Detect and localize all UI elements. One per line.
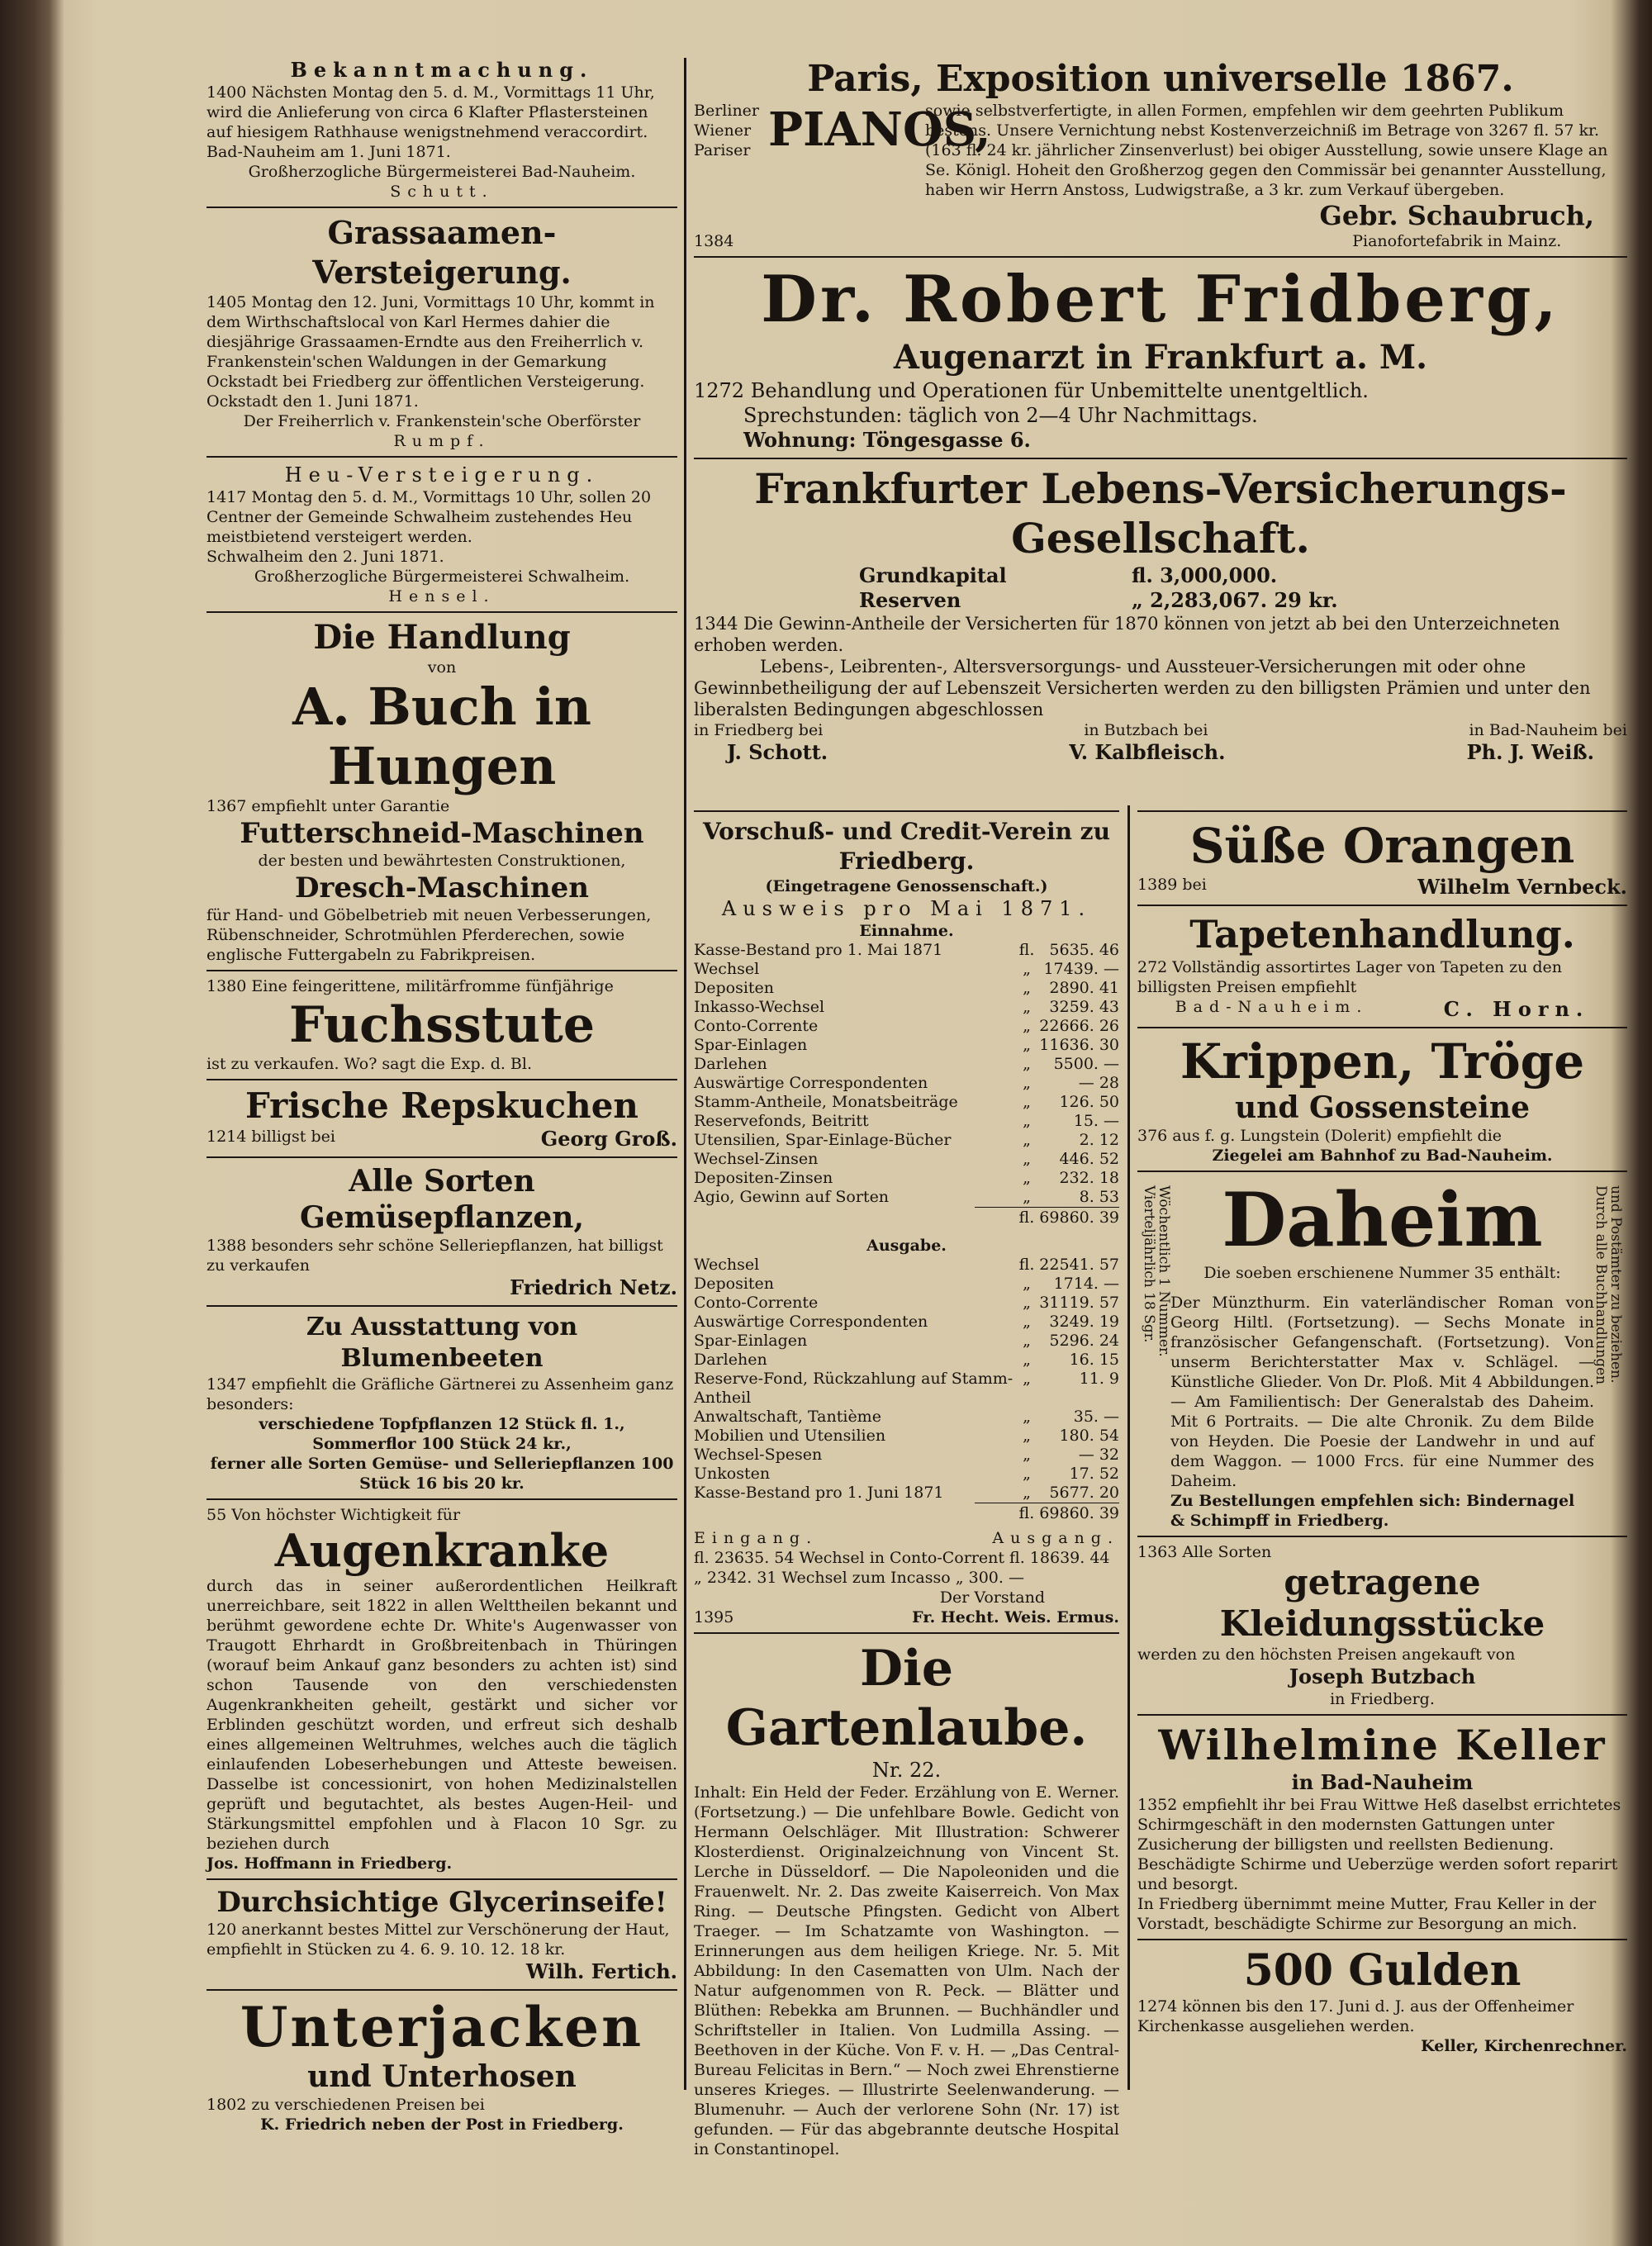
ad-headline: Krippen, Tröge bbox=[1180, 1033, 1585, 1090]
ad-body: durch das in seiner außerordentlichen Heilkraft unerreichbare, seit 1822 in allen Welttheilen bekannt und berühmt gewordene echte Dr. White's Augenwasser von Traugott Ehrhardt in Großbreitenbach in Thüringen (worauf beim Ankauf ganz besonders zu achten ist) sind schon Tausende von den verschiedensten Augenkrankheiten geheilt, gestärkt und sicher vor Erblinden geschützt worden, und erfreut sich deshalb eines allgemeinen Weltruhmes, welches auch die täglich einlaufenden Lobeserhebungen und Atteste beweisen. Dasselbe ist concessionirt, von hohen Medizinalstellen geprüft und begutachtet, als bestes Augen-Heil- und Stärkungsmittel empfohlen und à Flacon 10 Sgr. zu beziehen durch bbox=[206, 1577, 677, 1853]
row-label: Wechsel bbox=[694, 960, 760, 978]
report-heading: Ausweis pro Mai 1871. bbox=[721, 897, 1092, 920]
divider bbox=[1137, 1714, 1627, 1716]
ad-signature-name: C. Horn. bbox=[1443, 997, 1590, 1021]
row-label: Spar-Einlagen bbox=[694, 1036, 808, 1054]
einnahme-heading: Einnahme. bbox=[859, 922, 954, 940]
row-label: Utensilien, Spar-Einlage-Bücher bbox=[694, 1131, 952, 1149]
ad-headline: Tapetenhandlung. bbox=[1189, 912, 1575, 957]
table-row bbox=[694, 979, 1119, 998]
einnahme-total: fl. 69860. 39 bbox=[975, 1207, 1119, 1227]
ad-text: Sommerflor 100 Stück 24 kr., bbox=[312, 1435, 572, 1453]
ad-signature-name: Joseph Butzbach bbox=[1289, 1664, 1476, 1688]
ad-title: Bekanntmachung. bbox=[290, 58, 594, 82]
left-column bbox=[206, 58, 677, 2134]
ad-signature-name: Schutt. bbox=[390, 183, 494, 201]
ad-text: 272 Vollständig assortirtes Lager von Tapeten zu den billigsten Preisen empfiehlt bbox=[1137, 958, 1563, 996]
row-currency: „ bbox=[1023, 1465, 1031, 1483]
row-label: Auswärtige Correspondenten bbox=[694, 1313, 928, 1331]
table-row bbox=[694, 1150, 1119, 1169]
row-currency: „ bbox=[1023, 1294, 1031, 1312]
table-row bbox=[694, 960, 1119, 979]
divider bbox=[206, 1498, 677, 1500]
ad-number: 1395 bbox=[694, 1608, 734, 1626]
ad-text: Sprechstunden: täglich von 2—4 Uhr Nachmittags. bbox=[743, 404, 1258, 427]
blumenbeete-ad bbox=[206, 1312, 677, 1493]
ad-signature: Großherzogliche Bürgermeisterei Bad-Nauheim. bbox=[248, 163, 636, 181]
ad-text: 1802 zu verschiedenen Preisen bei bbox=[206, 2096, 485, 2114]
ad-title: Paris, Exposition universelle 1867. bbox=[807, 58, 1514, 100]
row-value: 232. 18 bbox=[1059, 1169, 1119, 1187]
gartenlaube-ad bbox=[694, 1639, 1119, 2159]
vorschuss-verein-report bbox=[694, 817, 1119, 1627]
ad-headline: Augenkranke bbox=[274, 1524, 610, 1577]
row-value: 5296. 24 bbox=[1049, 1332, 1119, 1350]
subscription-note: Wöchentlich 1 Nummer. bbox=[1156, 1185, 1172, 1357]
table-row bbox=[694, 1017, 1119, 1036]
row-label: Darlehen bbox=[694, 1351, 767, 1369]
table-row bbox=[694, 1313, 1119, 1332]
row-value: 5635. 46 bbox=[1049, 941, 1119, 959]
distribution-note: Durch alle Buchhandlungen bbox=[1593, 1185, 1609, 1385]
row-value: 22541. 57 bbox=[1039, 1256, 1119, 1274]
ad-text: für Hand- und Göbelbetrieb mit neuen Verbesserungen, Rübenschneider, Schrotmühlen Pferderechen, sowie englische Futtergabeln zu Fabrikpreisen. bbox=[206, 906, 652, 964]
ad-body: 1400 Nächsten Montag den 5. d. M., Vormittags 11 Uhr, wird die Anlieferung von circa 6 Klafter Pflastersteinen auf hiesigem Rathhause wenigstnehmend veraccordirt. bbox=[206, 83, 655, 141]
row-value: — 28 bbox=[1078, 1074, 1119, 1092]
reserve-label: Reserven bbox=[859, 588, 961, 612]
pianos-headline: PIANOS, bbox=[768, 102, 991, 157]
ad-headline: 500 Gulden bbox=[1243, 1945, 1521, 1996]
orangen-ad bbox=[1137, 817, 1627, 900]
lebensversicherung-ad bbox=[694, 464, 1627, 765]
vorstand-names: Fr. Hecht. Weis. Ermus. bbox=[912, 1608, 1119, 1626]
row-value: 446. 52 bbox=[1059, 1150, 1119, 1168]
row-label: Reservefonds, Beitritt bbox=[694, 1112, 869, 1130]
ad-body: In Friedberg übernimmt meine Mutter, Frau Keller in der Vorstadt, beschädigte Schirme zur Besorgung an mich. bbox=[1137, 1895, 1597, 1933]
row-value: 3259. 43 bbox=[1049, 998, 1119, 1016]
row-value: 11636. 30 bbox=[1039, 1036, 1119, 1054]
row-value: 16. 15 bbox=[1069, 1351, 1119, 1369]
ad-text: Zu Bestellungen empfehlen sich: Bindernagel & Schimpff in Friedberg. bbox=[1170, 1492, 1575, 1530]
ausgabe-total: fl. 69860. 39 bbox=[975, 1503, 1119, 1523]
row-value: 35. — bbox=[1073, 1408, 1119, 1426]
ad-title: Grassaamen-Versteigerung. bbox=[312, 214, 572, 291]
ad-signature-name: Wilh. Fertich. bbox=[525, 1959, 677, 1983]
ad-signature-name: Friedrich Netz. bbox=[510, 1275, 677, 1299]
gulden-ad bbox=[1137, 1945, 1627, 2056]
ad-body: Lebens-, Leibrenten-, Altersversorgungs- und Aussteuer-Versicherungen mit oder ohne Gewinnbetheiligung der auf Lebenszeit Versicherten werden zu den billigsten Prämien und unter den liberalsten Bedingungen abgeschlossen bbox=[694, 657, 1591, 719]
table-row bbox=[694, 1408, 1119, 1427]
table-row bbox=[694, 998, 1119, 1017]
row-currency: „ bbox=[1023, 1332, 1031, 1350]
divider bbox=[694, 458, 1627, 459]
ad-date: Schwalheim den 2. Juni 1871. bbox=[206, 548, 444, 566]
ad-place: in Friedberg. bbox=[1330, 1690, 1435, 1708]
ad-headline: Süße Orangen bbox=[1189, 818, 1575, 874]
ausgabe-table bbox=[694, 1256, 1119, 1503]
table-row bbox=[694, 1188, 1119, 1207]
ad-text: der besten und bewährtesten Construktionen, bbox=[258, 852, 626, 870]
row-value: 11. 9 bbox=[1079, 1370, 1119, 1388]
keller-ad bbox=[1137, 1721, 1627, 1934]
table-row bbox=[694, 1294, 1119, 1313]
ad-headline: Dr. Robert Fridberg, bbox=[761, 262, 1560, 337]
repskuchen-ad bbox=[206, 1085, 677, 1151]
row-value: 126. 50 bbox=[1059, 1093, 1119, 1111]
row-label: Darlehen bbox=[694, 1055, 767, 1073]
row-label: Conto-Corrente bbox=[694, 1294, 819, 1312]
divider bbox=[1137, 1536, 1627, 1537]
ad-subheadline: Die soeben erschienene Nummer 35 enthält: bbox=[1203, 1264, 1561, 1282]
table-row bbox=[694, 1427, 1119, 1446]
row-value: 5500. — bbox=[1053, 1055, 1119, 1073]
agent-location: in Butzbach bei bbox=[1084, 721, 1208, 739]
agent-name: Ph. J. Weiß. bbox=[1466, 740, 1594, 764]
ad-text: 376 aus f. g. Lungstein (Dolerit) empfiehlt die bbox=[1137, 1127, 1502, 1145]
row-label: Kasse-Bestand pro 1. Mai 1871 bbox=[694, 941, 943, 959]
subscription-note: Vierteljährlich 18 Sgr. bbox=[1141, 1185, 1157, 1343]
row-label: Depositen bbox=[694, 979, 775, 997]
divider bbox=[206, 970, 677, 971]
table-row bbox=[694, 1074, 1119, 1093]
table-row bbox=[694, 1332, 1119, 1351]
tapeten-ad bbox=[1137, 911, 1627, 1022]
ad-subheadline: Augenarzt in Frankfurt a. M. bbox=[893, 338, 1428, 377]
ad-subheadline: und Gossensteine bbox=[1235, 1090, 1530, 1125]
row-value: 31119. 57 bbox=[1039, 1294, 1119, 1312]
row-currency: „ bbox=[1023, 1055, 1031, 1073]
right-column bbox=[1137, 805, 1627, 2056]
agent-name: J. Schott. bbox=[727, 740, 828, 764]
ad-text: 1389 bei bbox=[1137, 876, 1207, 894]
row-label: Stamm-Antheile, Monatsbeiträge bbox=[694, 1093, 958, 1111]
ad-text: 1367 empfiehlt unter Garantie bbox=[206, 797, 450, 815]
ad-body: Der Münzthurm. Ein vaterländischer Roman von Georg Hiltl. (Fortsetzung). — Sechs Monate in französischer Gefangenschaft. (Fortsetzung). Von unserm Berichterstatter Max v. Schlägel. — Künstliche Glieder. Von Dr. Ploß. Mit 4 Abbildungen. — Am Familientisch: Der Generalstab des Daheim. Mit 6 Portraits. — Die alte Chronik. Zu dem Bilde von Heyden. Die Poesie der Landwehr in und auf dem Waggon. — 1000 Frcs. für eine Nummer des Daheim. bbox=[1170, 1294, 1594, 1490]
ad-text: Wohnung: Töngesgasse 6. bbox=[743, 428, 1031, 452]
ad-text: ferner alle Sorten Gemüse- und Selleriepflanzen 100 Stück 16 bis 20 kr. bbox=[210, 1455, 674, 1493]
eingang-line: „ 2342. 31 Wechsel zum Incasso „ 300. — bbox=[694, 1569, 1024, 1587]
row-currency: „ bbox=[1023, 1188, 1031, 1206]
divider bbox=[1137, 1027, 1627, 1028]
ad-text: 120 anerkannt bestes Mittel zur Verschönerung der Haut, empfiehlt in Stücken zu 4. 6. 9. 10. 12. 18 kr. bbox=[206, 1921, 670, 1959]
kleidung-ad bbox=[1137, 1542, 1627, 1709]
agent-name: V. Kalbfleisch. bbox=[1069, 740, 1226, 764]
column-rule-left bbox=[684, 58, 686, 2090]
ad-text: 55 Von höchster Wichtigkeit für bbox=[206, 1506, 461, 1524]
ad-text: 1272 Behandlung und Operationen für Unbemittelte unentgeltlich. bbox=[694, 379, 1369, 402]
ad-title: Heu-Versteigerung. bbox=[284, 463, 600, 487]
ad-number: 1384 bbox=[694, 232, 734, 250]
gemuese-ad bbox=[206, 1163, 677, 1300]
einnahme-table bbox=[694, 941, 1119, 1207]
krippen-ad bbox=[1137, 1033, 1627, 1166]
divider bbox=[1137, 905, 1627, 906]
unterjacken-ad bbox=[206, 1996, 677, 2134]
table-row bbox=[694, 1465, 1119, 1484]
row-currency: „ bbox=[1023, 1427, 1031, 1445]
row-value: 8. 53 bbox=[1079, 1188, 1119, 1206]
row-value: 5677. 20 bbox=[1049, 1484, 1119, 1502]
row-label: Agio, Gewinn auf Sorten bbox=[694, 1188, 890, 1206]
table-row bbox=[694, 1256, 1119, 1275]
ad-text: 1363 Alle Sorten bbox=[1137, 1543, 1272, 1561]
fuchsstute-ad bbox=[206, 976, 677, 1074]
row-currency: „ bbox=[1023, 1112, 1031, 1130]
divider bbox=[1137, 1170, 1627, 1172]
ad-headline: Frische Repskuchen bbox=[245, 1085, 638, 1126]
ad-text: 1214 billigst bei bbox=[206, 1128, 335, 1146]
row-label: Mobilien und Utensilien bbox=[694, 1427, 886, 1445]
ad-subheadline: in Bad-Nauheim bbox=[1291, 1770, 1474, 1794]
row-value: 15. — bbox=[1073, 1112, 1119, 1130]
ad-headline: Frankfurter Lebens-Versicherungs-Gesellschaft. bbox=[754, 464, 1567, 563]
report-subtitle: (Eingetragene Genossenschaft.) bbox=[765, 877, 1048, 895]
vorstand-label: Der Vorstand bbox=[939, 1588, 1045, 1607]
daheim-ad bbox=[1137, 1177, 1627, 1531]
eingang-label: Eingang. bbox=[694, 1529, 819, 1547]
ad-headline: Zu Ausstattung von Blumenbeeten bbox=[306, 1313, 578, 1373]
row-value: 1714. — bbox=[1053, 1275, 1119, 1293]
ad-text: werden zu den höchsten Preisen angekauft von bbox=[1137, 1645, 1516, 1664]
divider bbox=[1137, 1939, 1627, 1940]
reserve-value: „ 2,283,067. 29 kr. bbox=[1132, 588, 1338, 612]
table-row bbox=[694, 1169, 1119, 1188]
augenkranke-ad bbox=[206, 1505, 677, 1873]
ad-text: 1388 besonders sehr schöne Selleriepflanzen, hat billigst zu verkaufen bbox=[206, 1237, 663, 1275]
row-label: Unkosten bbox=[694, 1465, 771, 1483]
ad-text: verschiedene Topfpflanzen 12 Stück fl. 1., bbox=[259, 1415, 625, 1433]
divider bbox=[206, 456, 677, 458]
eingang-line: fl. 23635. 54 Wechsel in Conto-Corrent fl. 18639. 44 bbox=[694, 1549, 1110, 1567]
ad-signature-name: Rumpf. bbox=[393, 432, 491, 450]
row-currency: fl. bbox=[1018, 941, 1035, 959]
divider bbox=[1137, 810, 1627, 812]
ad-headline: Alle Sorten Gemüsepflanzen, bbox=[300, 1164, 584, 1235]
row-label: Depositen-Zinsen bbox=[694, 1169, 833, 1187]
ad-place: Bad-Nauheim. bbox=[1175, 998, 1369, 1016]
ad-signature-name: Hensel. bbox=[388, 587, 496, 605]
issue-number: Nr. 22. bbox=[871, 1759, 942, 1782]
ad-body: sowie selbstverfertigte, in allen Formen, empfehlen wir dem geehrten Publikum bestens. Unsere Vernichtung nebst Kostenverzeichniß im Betrage von 3267 fl. 57 kr. (163 fl. 24 kr. jährlicher Zinsenverlust) bei obiger Ausstellung, sowie unsere Klage an Se. Königl. Hoheit den Großherzog gegen den Commissär bei genannter Ausstellung, haben wir Herrn Anstoss, Ludwigstraße, a 3 kr. zum Verkauf übergeben. bbox=[925, 102, 1608, 199]
divider bbox=[206, 1079, 677, 1080]
middle-column bbox=[694, 805, 1119, 2159]
row-label: Wechsel-Zinsen bbox=[694, 1150, 819, 1168]
ad-signature: Großherzogliche Bürgermeisterei Schwalheim. bbox=[254, 567, 630, 586]
bekanntmachung-ad bbox=[206, 58, 677, 202]
row-currency: „ bbox=[1023, 998, 1031, 1016]
divider bbox=[694, 256, 1627, 258]
ad-signature-name: Gebr. Schaubruch, bbox=[1319, 200, 1594, 231]
top-wide-section bbox=[694, 58, 1627, 765]
agent-location: in Bad-Nauheim bei bbox=[1469, 721, 1627, 739]
row-currency: „ bbox=[1023, 1169, 1031, 1187]
row-value: 17. 52 bbox=[1069, 1465, 1119, 1483]
ad-body: 1417 Montag den 5. d. M., Vormittags 10 Uhr, sollen 20 Centner der Gemeinde Schwalheim zustehendes Heu meistbietend versteigert werden. bbox=[206, 488, 652, 546]
ad-headline: Unterjacken bbox=[240, 1995, 644, 2059]
table-row bbox=[694, 1446, 1119, 1465]
row-label: Anwaltschaft, Tantième bbox=[694, 1408, 881, 1426]
divider bbox=[206, 611, 677, 613]
ad-headline: Durchsichtige Glycerinseife! bbox=[216, 1886, 667, 1919]
ad-body: 1274 können bis den 17. Juni d. J. aus der Offenheimer Kirchenkasse ausgeliehen werden. bbox=[1137, 1997, 1574, 2035]
glycerinseife-ad bbox=[206, 1885, 677, 1984]
row-value: 22666. 26 bbox=[1039, 1017, 1119, 1035]
row-label: Inkasso-Wechsel bbox=[694, 998, 825, 1016]
ad-text: 1347 empfiehlt die Gräfliche Gärtnerei zu Assenheim ganz besonders: bbox=[206, 1375, 674, 1413]
ad-headline: Wilhelmine Keller bbox=[1158, 1721, 1607, 1769]
row-currency: „ bbox=[1023, 960, 1031, 978]
ad-headline: getragene Kleidungsstücke bbox=[1219, 1562, 1545, 1644]
agent-location: in Friedberg bei bbox=[694, 721, 824, 739]
ad-signature: Der Freiherrlich v. Frankenstein'sche Oberförster bbox=[243, 412, 641, 430]
ad-text: ist zu verkaufen. Wo? sagt die Exp. d. Bl. bbox=[206, 1055, 533, 1073]
ad-body: 1352 empfiehlt ihr bei Frau Wittwe Heß daselbst errichtetes Schirmgeschäft in den modernsten Gattungen unter Zusicherung der billigsten und reellsten Bedienung. Beschädigte Schirme und Ueberzüge werden sofort reparirt und besorgt. bbox=[1137, 1796, 1621, 1893]
ad-date: Ockstadt den 1. Juni 1871. bbox=[206, 392, 419, 411]
ausgabe-heading: Ausgabe. bbox=[866, 1237, 947, 1255]
ad-signature-name: K. Friedrich neben der Post in Friedberg. bbox=[260, 2115, 624, 2134]
row-label: Conto-Corrente bbox=[694, 1017, 819, 1035]
row-currency: „ bbox=[1023, 1446, 1031, 1464]
table-row bbox=[694, 1036, 1119, 1055]
ad-signature-name: Wilhelm Vernbeck. bbox=[1417, 875, 1627, 899]
city-label: Pariser bbox=[694, 141, 751, 159]
row-label: Wechsel-Spesen bbox=[694, 1446, 823, 1464]
distribution-note: und Postämter zu beziehen. bbox=[1607, 1185, 1624, 1384]
divider bbox=[206, 207, 677, 208]
table-row bbox=[694, 1093, 1119, 1112]
row-currency: „ bbox=[1023, 1036, 1031, 1054]
divider bbox=[206, 1305, 677, 1307]
row-currency: „ bbox=[1023, 1093, 1031, 1111]
row-currency: „ bbox=[1023, 1408, 1031, 1426]
ad-signature: Pianofortefabrik in Mainz. bbox=[1352, 232, 1562, 250]
table-row bbox=[694, 1275, 1119, 1294]
row-value: — 32 bbox=[1078, 1446, 1119, 1464]
divider bbox=[206, 1878, 677, 1880]
row-currency: „ bbox=[1023, 1351, 1031, 1369]
city-label: Wiener bbox=[694, 121, 752, 140]
ad-body: Inhalt: Ein Held der Feder. Erzählung von E. Werner. (Fortsetzung.) — Die unfehlbare Bowle. Gedicht von Hermann Oelschläger. Mit Illustration: Schwerer Klosterdienst. Originalzeichnung von Vincent St. Lerche in Düsseldorf. — Die Napoleoniden und die Frauenwelt. Nr. 2. Das zweite Kaiserreich. Von Max Ring. — Deutsche Pfingsten. Gedicht von Albert Traeger. — Im Schatzamte von Washington. — Erinnerungen aus dem heiligen Kriege. Nr. 5. Mit Abbildung: In den Casematten von Ulm. Nach der Natur aufgenommen von R. Peck. — Blätter und Blüthen: Rebekka am Brunnen. — Buchhändler und Schriftsteller in Italien. Von Ludmilla Assing. — Beethoven in der Küche. Von F. v. H. — „Das Central-Bureau Felicitas in Bern.“ — Noch zwei Ehrenstierne unseres Krieges. — Illustrirte Seelenwanderung. — Blumenuhr. — Auch der verlorene Sohn (Nr. 17) ist gefunden. — Für das abgebrannte deutsche Hospital in Constantinopel. bbox=[694, 1783, 1119, 2158]
row-currency: „ bbox=[1023, 1017, 1031, 1035]
row-label: Kasse-Bestand pro 1. Juni 1871 bbox=[694, 1484, 944, 1502]
ad-signature-name: Georg Groß. bbox=[540, 1127, 677, 1151]
row-currency: „ bbox=[1023, 1370, 1031, 1388]
divider bbox=[206, 1156, 677, 1158]
table-row bbox=[694, 1351, 1119, 1370]
ad-date: Bad-Nauheim am 1. Juni 1871. bbox=[206, 143, 451, 161]
capital-value: fl. 3,000,000. bbox=[1132, 563, 1278, 587]
report-title: Vorschuß- und Credit-Verein zu Friedberg. bbox=[703, 818, 1110, 875]
ad-text: Ziegelei am Bahnhof zu Bad-Nauheim. bbox=[1212, 1147, 1553, 1165]
column-rule-right bbox=[1127, 805, 1130, 2090]
row-label: Auswärtige Correspondenten bbox=[694, 1074, 928, 1092]
ad-signature-name: Jos. Hoffmann in Friedberg. bbox=[206, 1854, 453, 1873]
paris-pianos-ad bbox=[694, 58, 1627, 251]
row-value: 2890. 41 bbox=[1049, 979, 1119, 997]
row-currency: „ bbox=[1023, 1275, 1031, 1293]
row-currency: „ bbox=[1023, 1131, 1031, 1149]
grassaamen-ad bbox=[206, 213, 677, 451]
ad-body: 1405 Montag den 12. Juni, Vormittags 10 Uhr, kommt in dem Wirthschaftslocal von Karl Hermes dahier die diesjährige Grassaamen-Erndte aus den Freiherrlich v. Frankenstein'schen Waldungen in der Gemarkung Ockstadt bei Friedberg zur öffentlichen Versteigerung. bbox=[206, 293, 655, 391]
row-label: Spar-Einlagen bbox=[694, 1332, 808, 1350]
capital-label: Grundkapital bbox=[859, 563, 1007, 587]
row-currency: „ bbox=[1023, 1150, 1031, 1168]
row-currency: „ bbox=[1023, 1074, 1031, 1092]
ad-headline: Fuchsstute bbox=[288, 996, 596, 1054]
ad-title: Die Handlung bbox=[313, 618, 571, 657]
table-row bbox=[694, 1055, 1119, 1074]
row-value: 2. 12 bbox=[1079, 1131, 1119, 1149]
ad-headline: und Unterhosen bbox=[307, 2059, 577, 2094]
row-currency: fl. bbox=[1018, 1256, 1035, 1274]
ad-text: von bbox=[427, 658, 457, 677]
ad-headline: A. Buch in Hungen bbox=[292, 677, 591, 796]
row-currency: „ bbox=[1023, 979, 1031, 997]
ad-text: 1380 Eine feingerittene, militärfromme fünfjährige bbox=[206, 977, 614, 995]
table-row bbox=[694, 1370, 1119, 1408]
divider bbox=[694, 1632, 1119, 1634]
row-value: 17439. — bbox=[1043, 960, 1119, 978]
table-row bbox=[694, 941, 1119, 960]
ausgang-label: Ausgang. bbox=[992, 1529, 1119, 1547]
ad-signature-name: Keller, Kirchenrechner. bbox=[1421, 2037, 1627, 2055]
divider bbox=[206, 1989, 677, 1991]
ad-headline: Die Gartenlaube. bbox=[725, 1640, 1088, 1757]
fridberg-ad bbox=[694, 263, 1627, 453]
heu-ad bbox=[206, 463, 677, 606]
row-value: 3249. 19 bbox=[1049, 1313, 1119, 1331]
divider bbox=[694, 810, 1119, 812]
ad-headline: Daheim bbox=[1222, 1176, 1543, 1264]
buch-ad bbox=[206, 618, 677, 965]
row-currency: „ bbox=[1023, 1313, 1031, 1331]
ad-headline: Dresch-Maschinen bbox=[295, 871, 589, 905]
row-label: Depositen bbox=[694, 1275, 775, 1293]
ad-headline: Futterschneid-Maschinen bbox=[240, 817, 644, 850]
table-row bbox=[694, 1112, 1119, 1131]
row-currency: „ bbox=[1023, 1484, 1031, 1502]
city-label: Berliner bbox=[694, 102, 760, 120]
row-value: 180. 54 bbox=[1059, 1427, 1119, 1445]
table-row bbox=[694, 1484, 1119, 1503]
row-label: Wechsel bbox=[694, 1256, 760, 1274]
table-row bbox=[694, 1131, 1119, 1150]
row-label: Reserve-Fond, Rückzahlung auf Stamm-Antheil bbox=[694, 1370, 1014, 1407]
ad-body: 1344 Die Gewinn-Antheile der Versicherten für 1870 können von jetzt ab bei den Unterzeichneten erhoben werden. bbox=[694, 614, 1560, 655]
newspaper-page bbox=[66, 58, 1627, 2206]
